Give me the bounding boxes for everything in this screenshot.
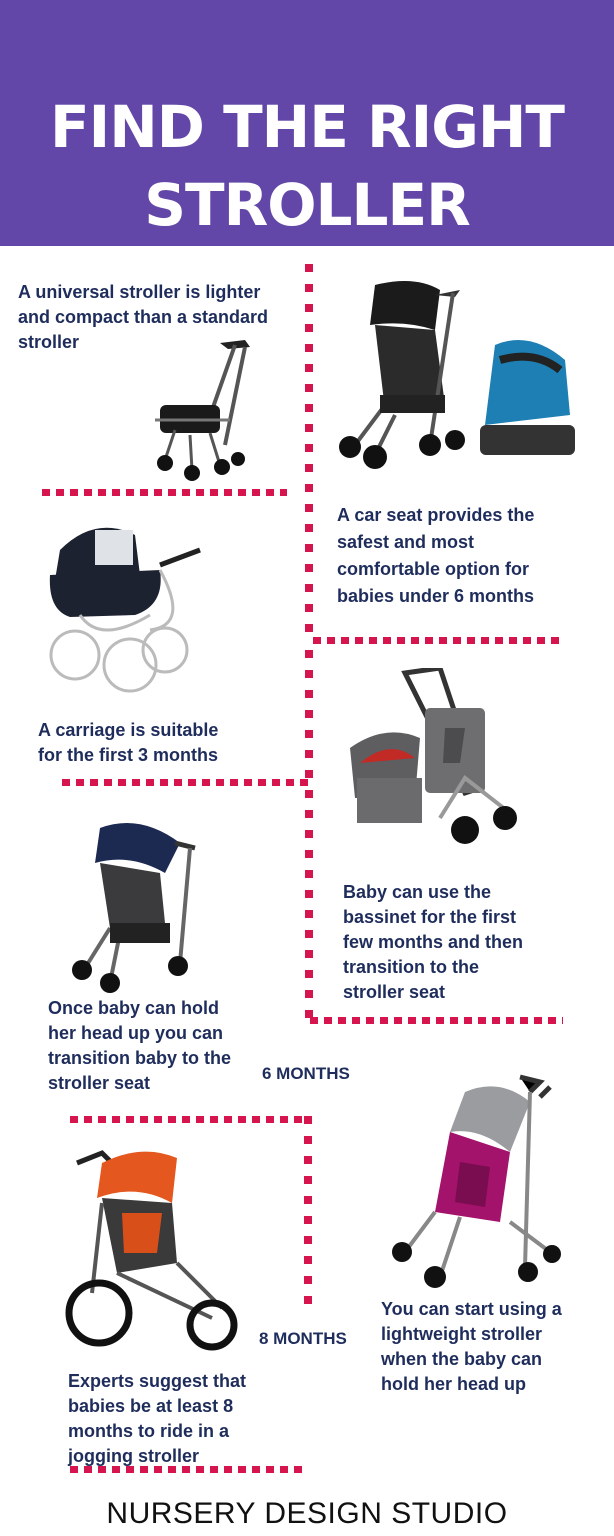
page-title [0,88,614,244]
jogging-stroller-image [62,1143,247,1353]
carriage-text: A carriage is suitable for the first 3 months [38,720,219,765]
divider-vertical-3 [304,1116,312,1316]
divider-horizontal-1 [42,489,287,496]
jogging-text: Experts suggest that babies be at least 8 months to ride in a jogging stroller [68,1371,247,1466]
hold-head-text: Once baby can hold her head up you can transition baby to the stroller seat [48,998,232,1093]
bassinet-text: Baby can use the bassinet for the first few months and then transition to the stroller seat [343,882,523,1002]
lightweight-umbrella-stroller-image [380,1072,565,1290]
divider-horizontal-2 [313,637,563,644]
title-line-2: STROLLER [144,171,470,239]
car-seat-stroller-image [335,275,585,475]
universal-frame-stroller-image [150,335,260,485]
divider-horizontal-4 [310,1017,563,1024]
six-months-label: 6 MONTHS [262,1064,350,1083]
carriage-pram-image [40,515,205,695]
standard-stroller-image [70,818,205,993]
header-banner [0,0,614,246]
divider-vertical-2 [305,650,313,1025]
divider-horizontal-3 [62,779,308,786]
car-seat-text: A car seat provides the safest and most comfortable option for babies under 6 months [337,505,535,606]
universal-stroller-text: A universal stroller is lighter and compact than a standard stroller [18,282,269,352]
lightweight-text: You can start using a lightweight stroller when the baby can hold her head up [381,1299,562,1394]
divider-horizontal-5 [70,1116,312,1123]
eight-months-label: 8 MONTHS [259,1329,347,1348]
bassinet-stroller-image [345,668,525,853]
footer-brand: NURSERY DESIGN STUDIO [106,1497,508,1530]
divider-vertical-1 [305,264,313,644]
title-line-1: FIND THE RIGHT [50,93,564,161]
